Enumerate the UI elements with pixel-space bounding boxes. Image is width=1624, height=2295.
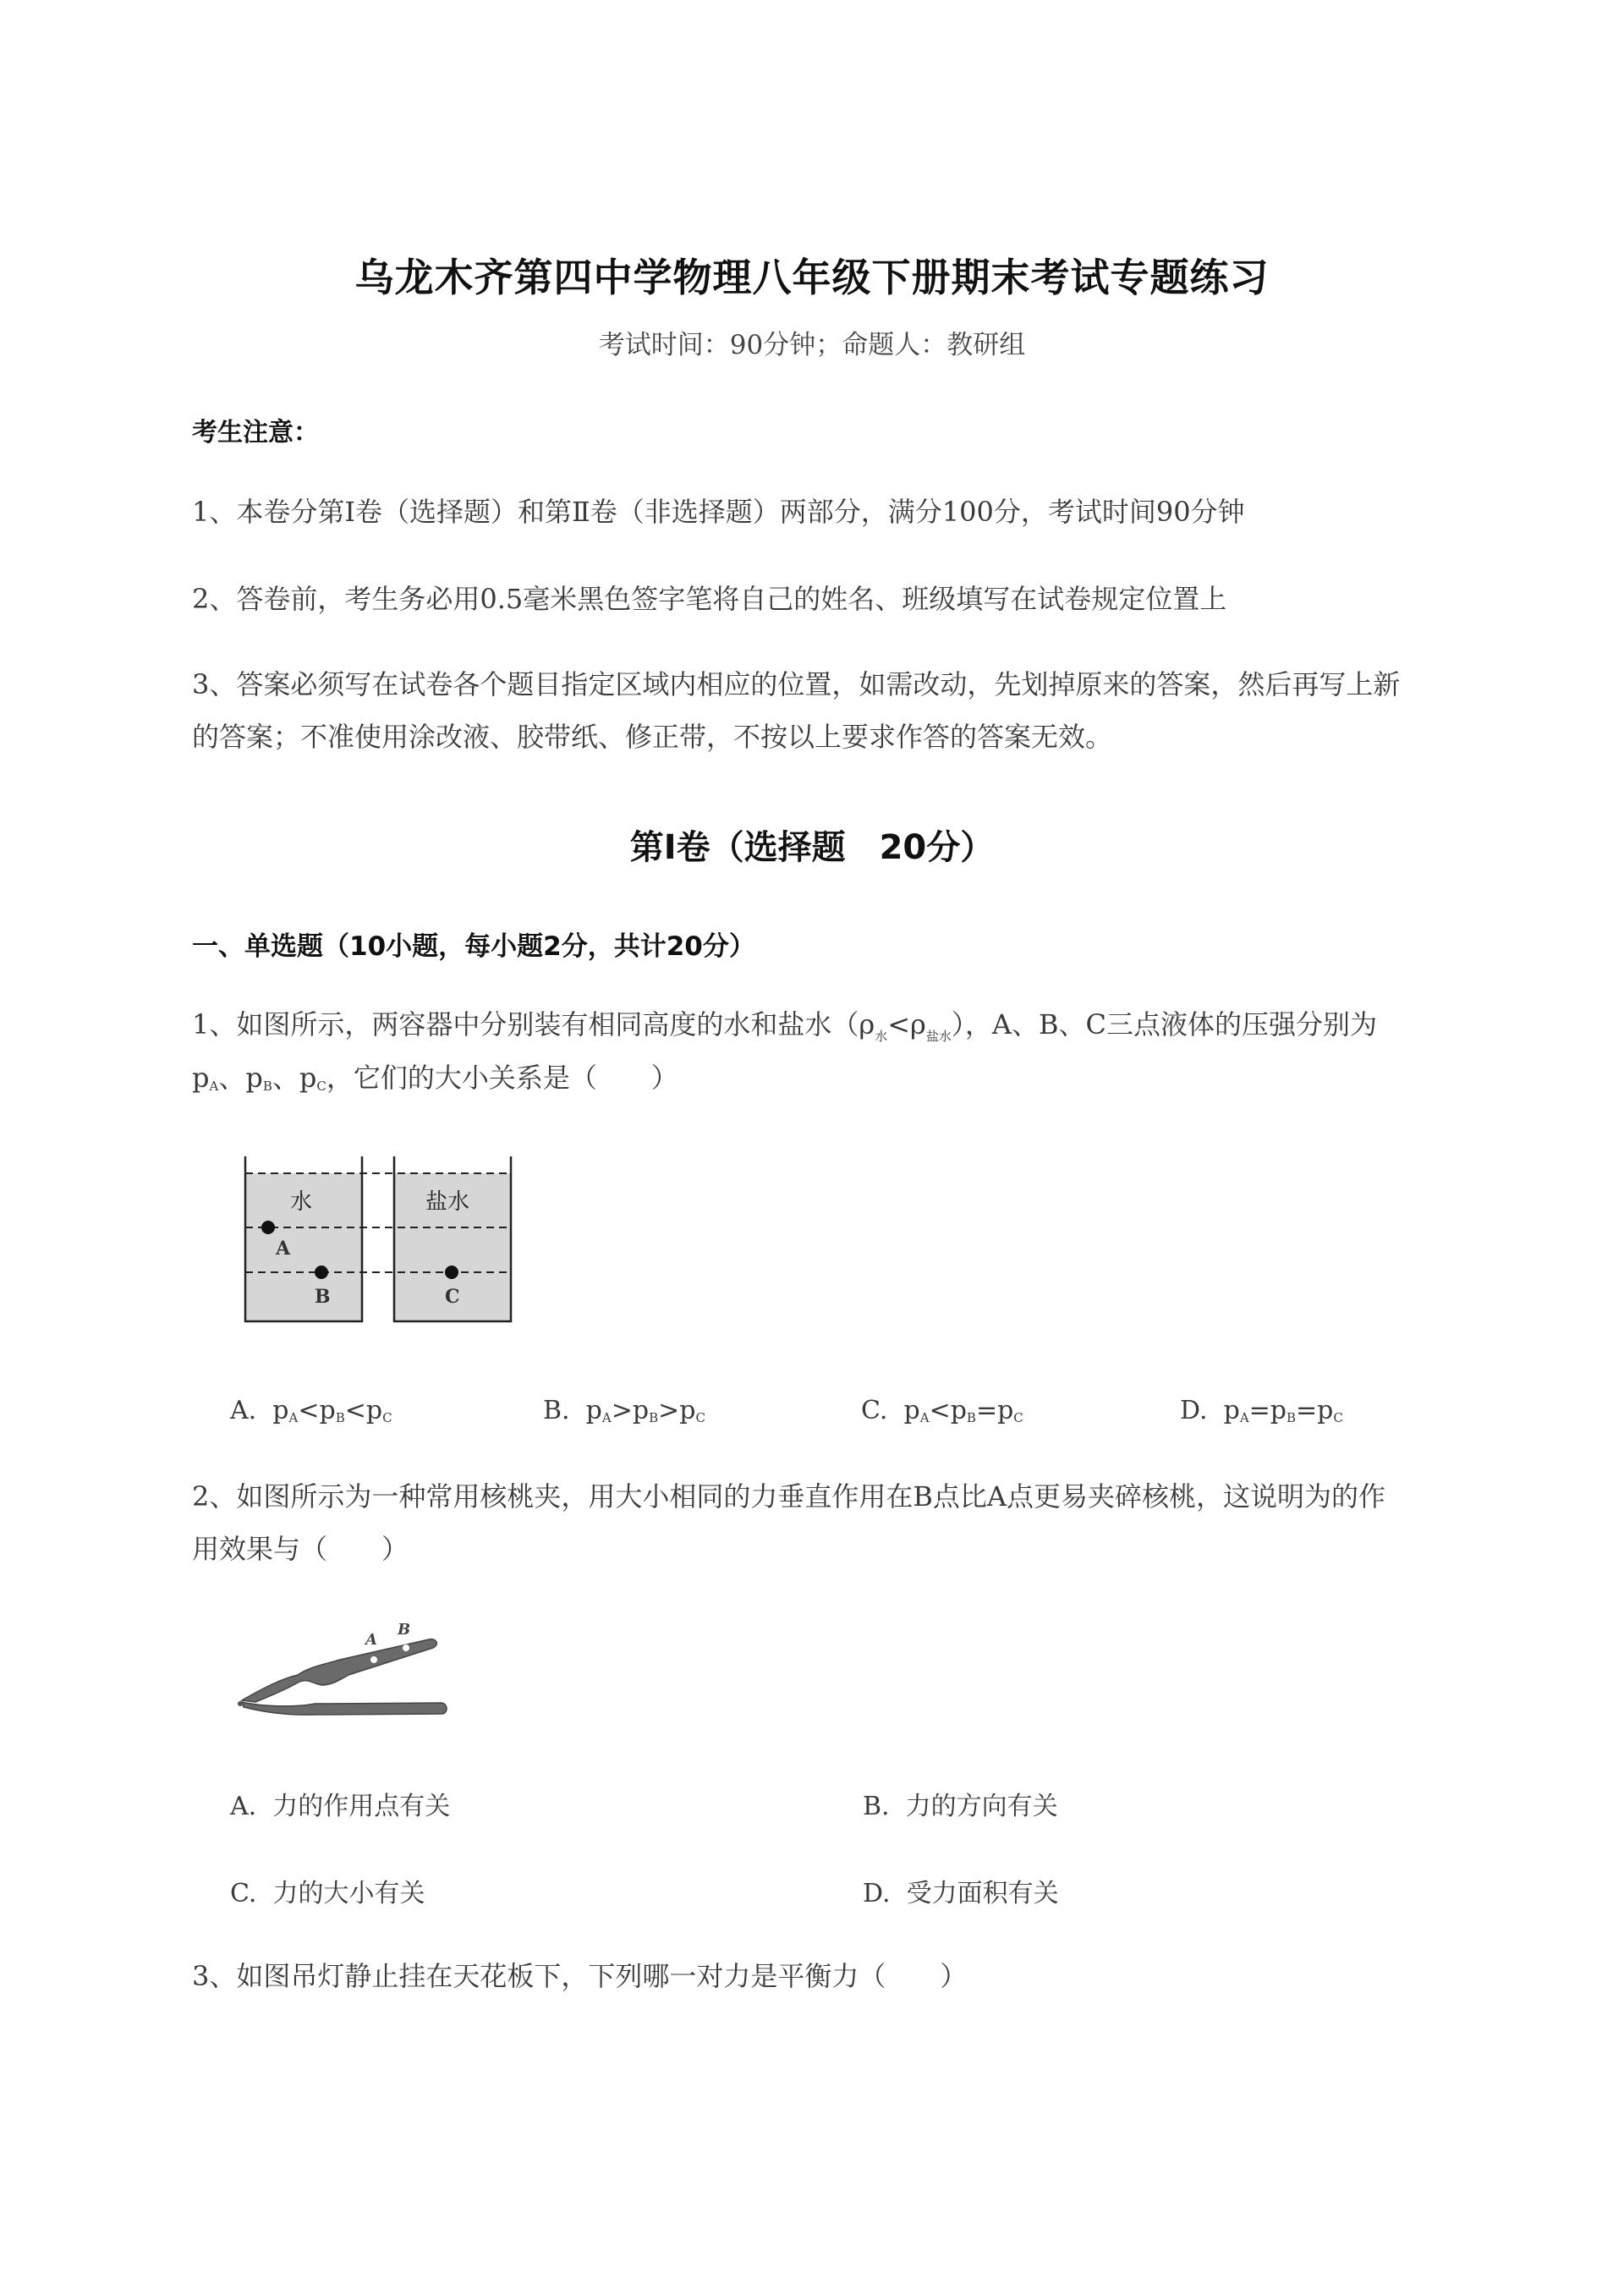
q2-option-c[interactable]: C. 力的大小有关 [230,1879,425,1908]
q1-option-c[interactable]: C. $p_A<p_B=p_C$ [861,1396,1023,1425]
q2-option-b[interactable]: B. 力的方向有关 [863,1792,1058,1821]
question-1-line-2: $p_A$、$p_B$、$p_C$，它们的大小关系是（ ） [192,1062,678,1094]
question-2-line-2: 用效果与（ ） [192,1533,409,1565]
q1-option-d[interactable]: D. $p_A=p_B=p_C$ [1180,1396,1343,1425]
nutcracker-figure [230,1607,450,1717]
notice-item-3-cont: 的答案；不准使用涂改液、胶带纸、修正带，不按以上要求作答的答案无效。 [192,721,1113,753]
question-1-line-1: 1、如图所示，两容器中分别装有相同高度的水和盐水$(\rho_水<\rho_{盐水})$，A、B、C三点液体的压强分别为 [192,1008,1377,1044]
svg-text:A: A [276,1238,291,1260]
section-subheading: 一、单选题（10小题，每小题2分，共计20分） [192,931,755,962]
notice-item-1: 1、本卷分第Ⅰ卷（选择题）和第Ⅱ卷（非选择题）两部分，满分100分，考试时间90分钟 [192,496,1245,528]
question-3-line-1: 3、如图吊灯静止挂在天花板下，下列哪一对力是平衡力（ ） [192,1960,968,1992]
notice-item-3: 3、答案必须写在试卷各个题目指定区域内相应的位置，如需改动，先划掉原来的答案，然后再写上新 [192,668,1401,700]
two-containers-diagram [244,1155,514,1324]
nutcracker-icon [230,1607,450,1717]
page-title: 乌龙木齐第四中学物理八年级下册期末考试专题练习 [354,255,1270,300]
svg-text:C: C [445,1286,460,1308]
section-heading: 第Ⅰ卷（选择题 20分） [629,828,995,867]
exam-info: 考试时间：90分钟；命题人：教研组 [598,330,1026,360]
svg-text:B: B [315,1286,331,1308]
svg-text:B: B [398,1621,411,1639]
containers-figure-icon [244,1155,514,1324]
notice-heading: 考生注意： [192,418,319,447]
notice-item-2: 2、答卷前，考生务必用0.5毫米黑色签字笔将自己的姓名、班级填写在试卷规定位置上 [192,583,1227,615]
q1-option-b[interactable]: B. $p_A>p_B>p_C$ [543,1396,705,1425]
q1-option-a[interactable]: A. $p_A<p_B<p_C$ [230,1396,392,1425]
q2-option-d[interactable]: D. 受力面积有关 [863,1879,1059,1908]
question-2-line-1: 2、如图所示为一种常用核桃夹，用大小相同的力垂直作用在B点比A点更易夹碎核桃，这说明为的作 [192,1480,1385,1513]
svg-text:水: 水 [290,1189,313,1215]
svg-text:A: A [365,1631,377,1649]
svg-text:盐水: 盐水 [425,1189,470,1215]
q2-option-a[interactable]: A. 力的作用点有关 [230,1792,451,1821]
